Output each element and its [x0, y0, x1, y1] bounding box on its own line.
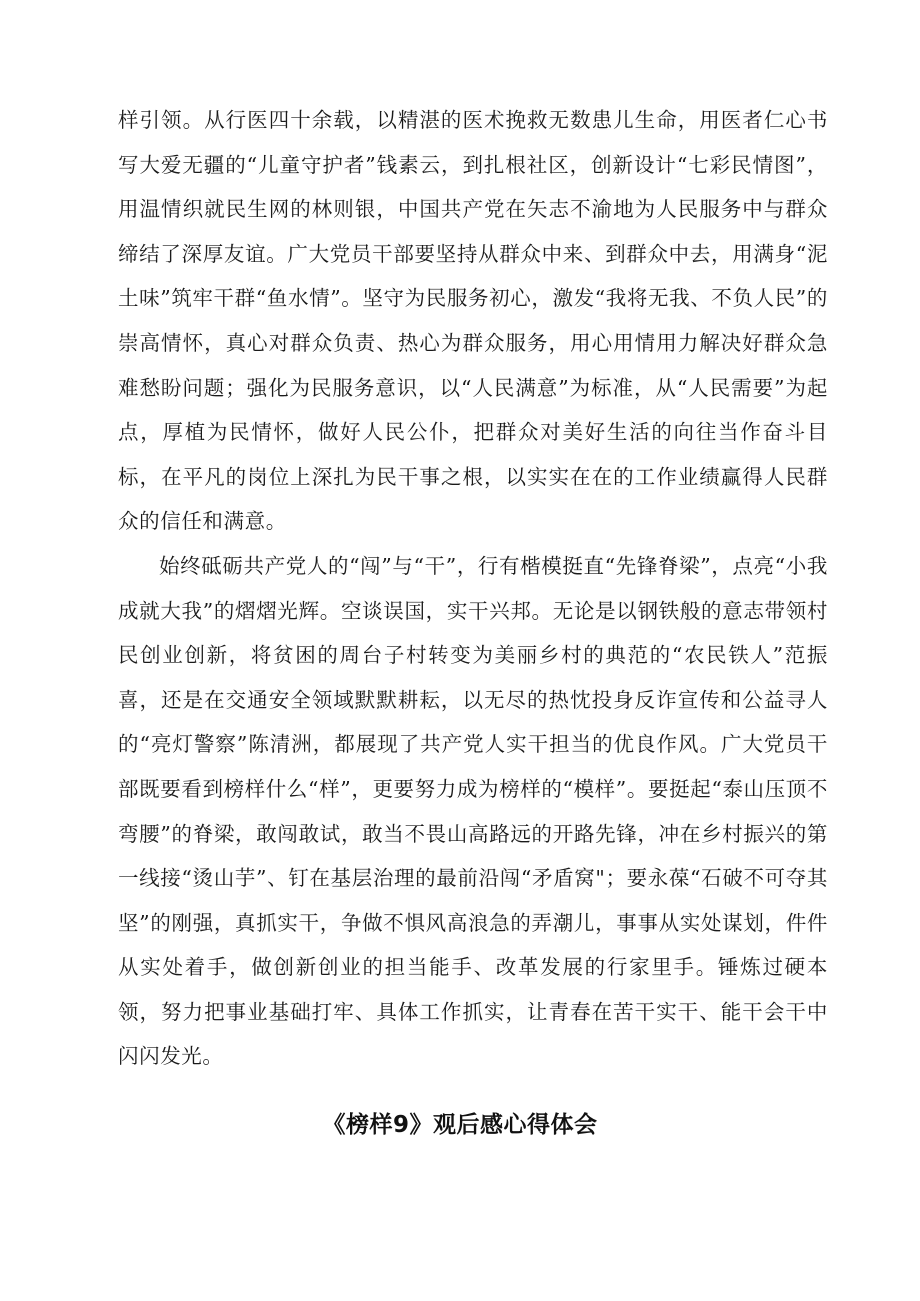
- body-text: [118, 98, 828, 1079]
- paragraph-model-practice: 始终砥砺共产党人的“闯”与“干”，行有楷模挺直“先锋脊梁”，点亮“小我成就大我”的熠熠光辉。空谈误国，实干兴邦。无论是以钢铁般的意志带领村民创业创新，将贫困的周台子村转变为美丽乡村的典范的“农民铁人”范振喜，还是在交通安全领域默默耕耘，以无尽的热忱投身反诈宣传和公益寻人的“亮灯警察”陈清洲，都展现了共产党人实干担当的优良作风。广大党员干部既要看到榜样什么“样”，更要努力成为榜样的“模样”。要挺起“泰山压顶不弯腰”的脊梁，敢闯敢试，敢当不畏山高路远的开路先锋，冲在乡村振兴的第一线接“烫山芋”、钉在基层治理的最前沿闯“矛盾窝"；要永葆“石破不可夺其坚”的刚强，真抓实干，争做不惧风高浪急的弄潮儿，事事从实处谋划，件件从实处着手，做创新创业的担当能手、改革发展的行家里手。锤炼过硬本领，努力把事业基础打牢、具体工作抓实，让青春在苦干实干、能干会干中闪闪发光。: [118, 553, 828, 1069]
- paragraph-continued: 样引领。从行医四十余载，以精湛的医术挽救无数患儿生命，用医者仁心书写大爱无疆的“儿童守护者”钱素云，到扎根社区，创新设计“七彩民情图”，用温情织就民生网的林则银，中国共产党在矢志不渝地为人民服务中与群众缔结了深厚友谊。广大党员干部要坚持从群众中来、到群众中去，用满身“泥土味”筑牢干群“鱼水情”。坚守为民服务初心，激发“我将无我、不负人民”的崇高情怀，真心对群众负责、热心为群众服务，用心用情用力解决好群众急难愁盼问题；强化为民服务意识，以“人民满意”为标准，从“人民需要”为起点，厚植为民情怀，做好人民公仆，把群众对美好生活的向往当作奋斗目标，在平凡的岗位上深扎为民干事之根，以实实在在的工作业绩赢得人民群众的信任和满意。: [118, 108, 828, 534]
- section-heading: 《榜样9》观后感心得体会: [322, 1112, 598, 1138]
